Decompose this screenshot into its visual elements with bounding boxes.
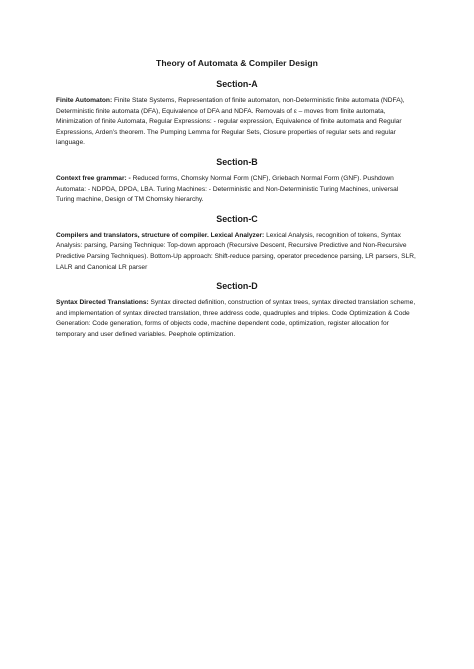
section-heading: Section-C: [216, 213, 258, 224]
section-d: [56, 281, 418, 340]
section-heading: Section-A: [216, 79, 258, 89]
section-paragraph: [56, 174, 418, 206]
section-paragraph: [56, 96, 418, 149]
section-text: Lexical Analysis, recognition of tokens, Syntax Analysis: parsing, Parsing Technique: Top-down approach (Recursive Descent, Recursive Predictive and Non-Recursive Predictive Parsing Techniques). Bottom-Up approach: Shift-reduce parsing, operator precedence parsing, LR parsers, SLR, LALR and Canonical LR parser: [56, 231, 416, 271]
section-text: Finite State Systems, Representation of finite automaton, non-Deterministic finite automata (NDFA), Deterministic finite automata (DFA), Equivalence of DFA and NDFA. Removals of ε – moves from finite automata, Minimization of finite Automata, Regular Expressions: - regular expression, Equivalence of finite automata and Regular Expressions, Arden’s theorem. The Pumping Lemma for Regular Sets, Closure properties of regular sets and regular language.: [56, 97, 405, 147]
document-title: Theory of Automata & Compiler Design: [156, 58, 318, 68]
section-lead-term: Finite Automaton:: [56, 97, 113, 104]
section-lead-term: Compilers and translators, structure of compiler. Lexical Analyzer:: [56, 231, 265, 239]
section-lead-term: Syntax Directed Translations:: [56, 299, 149, 307]
section-text: Syntax directed definition, construction of syntax trees, syntax directed translation scheme, and implementation of syntax directed translation, three address code, quadruples and triples. Code Optimization & Code Generation: Code generation, forms of objects code, machine dependent code, optimization, register allocation for temporary and user defined variables. Peephole optimization.: [56, 299, 416, 338]
section-text: Reduced forms, Chomsky Normal Form (CNF), Griebach Normal Form (GNF). Pushdown Automata: - NDPDA, DPDA, LBA. Turing Machines: - Deterministic and Non-Deterministic Turing Machines, universal Turing machine, Design of TM Chomsky hierarchy.: [56, 174, 399, 204]
section-paragraph: [56, 231, 418, 273]
section-heading: Section-D: [216, 281, 258, 292]
section-paragraph: [56, 298, 418, 340]
section-heading: Section-B: [216, 156, 258, 167]
section-c: [56, 214, 418, 273]
section-lead-term: Context free grammar: -: [56, 174, 131, 182]
section-b: [56, 157, 418, 206]
section-a: [56, 79, 418, 149]
